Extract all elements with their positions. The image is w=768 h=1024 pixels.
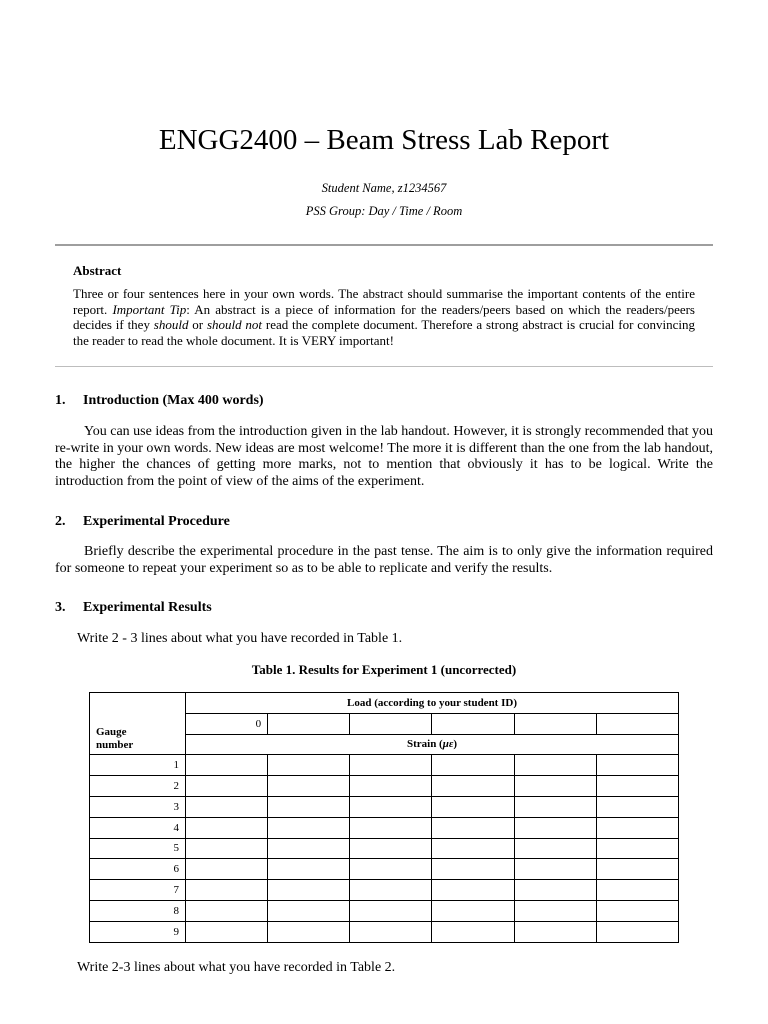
abstract-text: Three or four sentences here in your own words. The abstract should summarise the important contents of the entire report. Important Tip: An abstract is a piece of information for the readers/peers based on which the readers/peers decides if they should or should not read the complete document. Therefore a strong abstract is crucial for convincing the reader to read the whole document. It is VERY important!: [73, 286, 695, 348]
strain-value-cell: [268, 880, 350, 901]
document-title: ENGG2400 – Beam Stress Lab Report: [158, 124, 610, 156]
table-row: [90, 796, 679, 817]
strain-value-cell: [186, 796, 268, 817]
load-value-cell: 0: [186, 713, 268, 734]
strain-value-cell: [350, 755, 432, 776]
results-table: [89, 692, 679, 943]
section-heading-procedure: 2. Experimental Procedure: [55, 514, 230, 529]
table-row: [90, 859, 679, 880]
procedure-paragraph: Briefly describe the experimental procedure in the past tense. The aim is to only give the information required for someone to repeat your experiment so as to be able to replicate and verify the results.: [55, 544, 713, 576]
strain-value-cell: [596, 859, 678, 880]
strain-value-cell: [350, 900, 432, 921]
strain-value-cell: [350, 817, 432, 838]
strain-value-cell: [596, 900, 678, 921]
strain-value-cell: [596, 921, 678, 942]
strain-value-cell: [514, 776, 596, 797]
strain-value-cell: [514, 880, 596, 901]
strain-value-cell: [350, 921, 432, 942]
strain-header: Strain (με): [186, 734, 679, 755]
abstract-divider: [55, 366, 713, 367]
strain-value-cell: [268, 755, 350, 776]
strain-value-cell: [514, 755, 596, 776]
load-value-cell: [596, 713, 678, 734]
gauge-number-cell: 4: [90, 817, 186, 838]
strain-value-cell: [186, 838, 268, 859]
strain-value-cell: [268, 921, 350, 942]
gauge-number-header: Gauge number: [90, 693, 186, 755]
strain-unit: με: [442, 738, 454, 751]
strain-value-cell: [432, 796, 514, 817]
gauge-number-cell: 2: [90, 776, 186, 797]
strain-value-cell: [432, 921, 514, 942]
strain-value-cell: [186, 859, 268, 880]
table-row: [90, 776, 679, 797]
strain-value-cell: [432, 817, 514, 838]
gauge-number-cell: 5: [90, 838, 186, 859]
strain-value-cell: [514, 859, 596, 880]
strain-value-cell: [596, 776, 678, 797]
strain-value-cell: [596, 817, 678, 838]
strain-value-cell: [268, 859, 350, 880]
important-tip-label: Important Tip: [112, 301, 187, 317]
strain-value-cell: [350, 880, 432, 901]
table2-intro-line: Write 2-3 lines about what you have recorded in Table 2.: [77, 960, 396, 975]
strain-value-cell: [350, 859, 432, 880]
abstract-heading: Abstract: [73, 263, 122, 278]
strain-value-cell: [268, 817, 350, 838]
strain-value-cell: [432, 776, 514, 797]
strain-value-cell: [268, 776, 350, 797]
strain-value-cell: [186, 755, 268, 776]
pss-group-line: PSS Group: Day / Time / Room: [305, 204, 463, 218]
section-heading-introduction: 1. Introduction (Max 400 words): [55, 393, 264, 408]
strain-value-cell: [514, 817, 596, 838]
table-row: [90, 817, 679, 838]
strain-value-cell: [432, 755, 514, 776]
load-value-cell: [432, 713, 514, 734]
strain-value-cell: [350, 838, 432, 859]
strain-value-cell: [432, 880, 514, 901]
strain-value-cell: [350, 796, 432, 817]
strain-value-cell: [186, 900, 268, 921]
strain-value-cell: [514, 838, 596, 859]
strain-value-cell: [432, 859, 514, 880]
strain-value-cell: [432, 900, 514, 921]
table-row: [90, 880, 679, 901]
strain-value-cell: [268, 796, 350, 817]
strain-value-cell: [596, 755, 678, 776]
load-value-cell: [268, 713, 350, 734]
table-row: [90, 838, 679, 859]
gauge-number-cell: 8: [90, 900, 186, 921]
title-divider: [55, 244, 713, 246]
load-value-cell: [514, 713, 596, 734]
gauge-number-cell: 9: [90, 921, 186, 942]
section-heading-results: 3. Experimental Results: [55, 600, 212, 615]
gauge-number-cell: 3: [90, 796, 186, 817]
strain-value-cell: [186, 921, 268, 942]
gauge-number-cell: 7: [90, 880, 186, 901]
table-caption: Table 1. Results for Experiment 1 (uncorrected): [251, 662, 517, 677]
strain-value-cell: [514, 921, 596, 942]
strain-value-cell: [350, 776, 432, 797]
strain-value-cell: [596, 838, 678, 859]
table-row: [90, 900, 679, 921]
load-header: Load (according to your student ID): [186, 693, 679, 714]
strain-value-cell: [514, 900, 596, 921]
results-intro-line: Write 2 - 3 lines about what you have recorded in Table 1.: [77, 631, 403, 646]
table-row: [90, 921, 679, 942]
strain-value-cell: [268, 900, 350, 921]
strain-value-cell: [268, 838, 350, 859]
student-name-line: Student Name, z1234567: [321, 181, 447, 195]
strain-value-cell: [596, 796, 678, 817]
gauge-number-cell: 6: [90, 859, 186, 880]
strain-value-cell: [186, 817, 268, 838]
strain-value-cell: [514, 796, 596, 817]
strain-value-cell: [186, 880, 268, 901]
strain-value-cell: [186, 776, 268, 797]
introduction-paragraph: You can use ideas from the introduction given in the lab handout. However, it is strongly recommended that you re-write in your own words. New ideas are most welcome! The more it is different than the one from the lab handout, the higher the chances of getting more marks, not to mention that obviously it has to be logical. Write the introduction from the point of view of the aims of the experiment.: [55, 424, 713, 489]
strain-value-cell: [432, 838, 514, 859]
load-value-cell: [350, 713, 432, 734]
table-row: [90, 755, 679, 776]
strain-value-cell: [596, 880, 678, 901]
gauge-number-cell: 1: [90, 755, 186, 776]
